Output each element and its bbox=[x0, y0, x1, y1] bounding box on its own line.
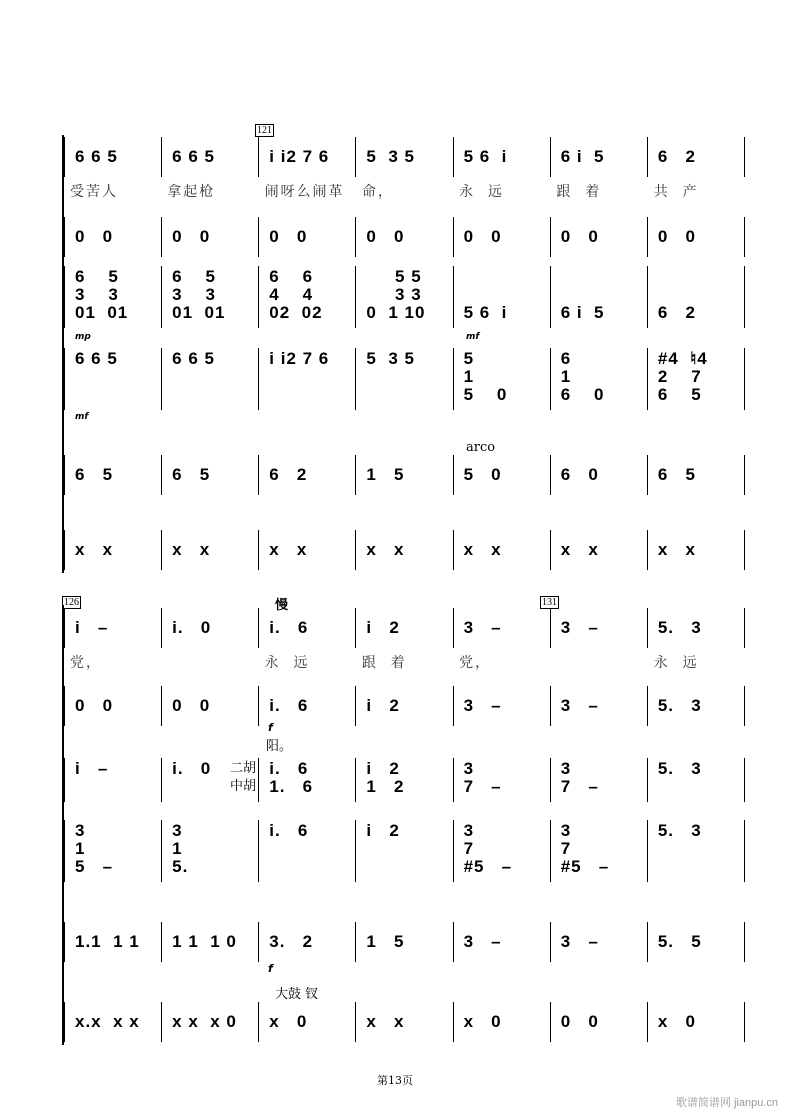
measure bbox=[161, 608, 258, 648]
measure-notes: 跟 着 bbox=[556, 184, 602, 200]
measure bbox=[356, 172, 453, 212]
measure-notes: 6 1 6 0 bbox=[560, 349, 605, 404]
measure-notes: 0 0 bbox=[75, 696, 114, 715]
measure bbox=[258, 455, 355, 495]
measure bbox=[648, 643, 745, 683]
measure bbox=[550, 266, 647, 328]
measure-notes: 3 – bbox=[463, 932, 502, 951]
measure bbox=[355, 217, 452, 257]
measure bbox=[258, 820, 355, 882]
measure-notes: 永 远 bbox=[653, 655, 699, 671]
measure-notes: 5. 3 bbox=[657, 821, 702, 840]
part-row bbox=[64, 758, 745, 802]
measure-notes: 党， bbox=[70, 655, 102, 671]
measure-notes: 0 0 bbox=[75, 227, 114, 246]
measure bbox=[550, 608, 647, 648]
measure bbox=[647, 1002, 745, 1042]
measure bbox=[647, 686, 745, 726]
measure bbox=[647, 266, 745, 328]
measure bbox=[355, 1002, 452, 1042]
measure bbox=[453, 758, 550, 802]
measure bbox=[258, 608, 355, 648]
measure-notes: 6 5 3 3 01 01 bbox=[172, 267, 226, 322]
measure bbox=[355, 266, 452, 328]
measure bbox=[356, 643, 453, 683]
measure-notes: x x bbox=[560, 540, 599, 559]
measure bbox=[258, 266, 355, 328]
measure bbox=[355, 758, 452, 802]
dynamic-f: f bbox=[268, 962, 273, 975]
measure-notes: i 2 1 2 bbox=[366, 759, 405, 796]
measure-notes: x 0 bbox=[657, 1012, 696, 1031]
measure-number: 131 bbox=[542, 597, 557, 608]
part-row bbox=[64, 820, 745, 882]
measure-notes: 5. 3 bbox=[657, 696, 702, 715]
measure bbox=[258, 137, 355, 177]
measure bbox=[453, 686, 550, 726]
measure-notes: 5 3 5 bbox=[366, 147, 415, 166]
measure-notes: i. 6 bbox=[269, 696, 309, 715]
part-row bbox=[64, 530, 745, 570]
measure bbox=[259, 172, 356, 212]
measure bbox=[258, 922, 355, 962]
measure-notes: 永 远 bbox=[459, 184, 505, 200]
measure-notes: 6 6 5 bbox=[172, 147, 215, 166]
measure-notes: i i2 7 6 bbox=[269, 349, 330, 368]
measure bbox=[453, 1002, 550, 1042]
measure-notes: 3 1 5 – bbox=[75, 821, 114, 876]
measure-notes: 5. 5 bbox=[657, 932, 702, 951]
part-row bbox=[64, 455, 745, 495]
measure bbox=[161, 348, 258, 410]
measure bbox=[259, 643, 356, 683]
measure bbox=[550, 1002, 647, 1042]
measure bbox=[64, 1002, 161, 1042]
measure-notes: 1 5 bbox=[366, 932, 405, 951]
measure bbox=[453, 820, 550, 882]
measure-notes: 3 – bbox=[560, 932, 599, 951]
measure bbox=[64, 455, 161, 495]
measure bbox=[161, 172, 258, 212]
measure-number: 121 bbox=[257, 125, 272, 136]
measure-notes: 闹呀么闹革 bbox=[264, 184, 345, 200]
measure-notes: 6 5 bbox=[657, 465, 696, 484]
measure-notes: i – bbox=[75, 759, 109, 778]
dynamic-mf: mf bbox=[466, 332, 480, 342]
measure-notes: 3 – bbox=[560, 618, 599, 637]
measure bbox=[453, 530, 550, 570]
measure bbox=[161, 820, 258, 882]
measure-notes: i. 6 bbox=[269, 618, 309, 637]
measure-notes: 6 5 bbox=[75, 465, 114, 484]
measure bbox=[64, 758, 161, 802]
measure-notes: 0 0 bbox=[172, 696, 211, 715]
measure bbox=[161, 1002, 258, 1042]
measure bbox=[161, 530, 258, 570]
watermark: 歌谱简谱网 jianpu.cn bbox=[675, 1097, 778, 1109]
measure bbox=[647, 137, 745, 177]
measure bbox=[550, 217, 647, 257]
part-row bbox=[64, 217, 745, 257]
measure bbox=[647, 348, 745, 410]
measure-notes: i. 0 bbox=[172, 759, 212, 778]
measure-notes: 跟 着 bbox=[361, 655, 407, 671]
measure bbox=[161, 455, 258, 495]
measure bbox=[64, 266, 161, 328]
lyrics-row bbox=[64, 643, 745, 683]
measure-notes: 3. 2 bbox=[269, 932, 314, 951]
measure bbox=[453, 266, 550, 328]
measure-notes: 6 2 bbox=[657, 303, 696, 322]
measure-notes: 0 0 bbox=[269, 227, 308, 246]
measure-notes: 3 1 5. bbox=[172, 821, 189, 876]
measure-notes: 5 0 bbox=[463, 465, 502, 484]
measure bbox=[161, 922, 258, 962]
measure-notes: 6 6 4 4 02 02 bbox=[269, 267, 323, 322]
melody-row bbox=[64, 608, 745, 648]
measure bbox=[258, 530, 355, 570]
measure bbox=[64, 686, 161, 726]
dynamic-f: f bbox=[268, 721, 273, 734]
measure-notes: i. 0 bbox=[172, 618, 212, 637]
measure-notes: 3 – bbox=[463, 618, 502, 637]
measure-notes: 党， bbox=[459, 655, 492, 671]
measure bbox=[647, 608, 745, 648]
measure bbox=[161, 686, 258, 726]
measure bbox=[355, 455, 452, 495]
measure-notes: 0 0 bbox=[172, 227, 211, 246]
measure-notes: 5. 3 bbox=[657, 759, 702, 778]
part-row bbox=[64, 922, 745, 962]
measure-notes: 5. 3 bbox=[657, 618, 702, 637]
measure bbox=[550, 137, 647, 177]
measure-notes: x 0 bbox=[463, 1012, 502, 1031]
measure-notes: 0 0 bbox=[366, 227, 405, 246]
measure bbox=[64, 172, 161, 212]
measure bbox=[161, 137, 258, 177]
measure bbox=[64, 137, 161, 177]
measure bbox=[647, 455, 745, 495]
measure bbox=[647, 922, 745, 962]
measure bbox=[550, 530, 647, 570]
measure bbox=[647, 820, 745, 882]
measure-notes: 3 7 – bbox=[463, 759, 502, 796]
measure-notes: 6 5 3 3 01 01 bbox=[75, 267, 129, 322]
measure bbox=[355, 348, 452, 410]
measure bbox=[64, 217, 161, 257]
part-row bbox=[64, 686, 745, 726]
measure-notes: 1 1 1 0 bbox=[172, 932, 237, 951]
measure bbox=[161, 217, 258, 257]
measure-notes: 3 7 #5 – bbox=[560, 821, 610, 876]
measure bbox=[64, 922, 161, 962]
measure bbox=[161, 266, 258, 328]
arco-marking: arco bbox=[466, 440, 496, 455]
measure-notes: x x x 0 bbox=[172, 1012, 237, 1031]
measure-notes: 0 0 bbox=[560, 1012, 599, 1031]
measure-notes: i 2 bbox=[366, 618, 400, 637]
measure-notes: 5 3 5 bbox=[366, 349, 415, 368]
measure bbox=[453, 137, 550, 177]
measure bbox=[550, 643, 647, 683]
measure-number: 126 bbox=[64, 597, 79, 608]
measure-notes: 6 2 bbox=[657, 147, 696, 166]
measure bbox=[64, 820, 161, 882]
measure bbox=[64, 608, 161, 648]
measure bbox=[453, 455, 550, 495]
measure-notes: i – bbox=[75, 618, 109, 637]
measure-notes: 6 0 bbox=[560, 465, 599, 484]
measure bbox=[258, 217, 355, 257]
measure-notes: 受苦人 bbox=[70, 184, 118, 200]
measure-notes: x 0 bbox=[269, 1012, 308, 1031]
tempo-marking: 慢 bbox=[275, 598, 289, 613]
measure bbox=[355, 608, 452, 648]
measure bbox=[258, 348, 355, 410]
measure-notes: 6 6 5 bbox=[75, 147, 118, 166]
lyrics-row bbox=[64, 172, 745, 212]
measure-notes: 3 7 – bbox=[560, 759, 599, 796]
measure bbox=[355, 922, 452, 962]
measure-notes: x x bbox=[366, 1012, 405, 1031]
melody-row bbox=[64, 137, 745, 177]
measure-notes: 6 i 5 bbox=[560, 303, 605, 322]
measure-notes: x x bbox=[75, 540, 114, 559]
measure bbox=[453, 172, 550, 212]
measure-notes: 6 2 bbox=[269, 465, 308, 484]
measure bbox=[453, 348, 550, 410]
measure-notes: 6 5 bbox=[172, 465, 211, 484]
page-number: 第13页 bbox=[377, 1074, 413, 1087]
measure-notes: 5 6 i bbox=[463, 147, 508, 166]
zhonghu-label: 中胡 bbox=[230, 779, 257, 794]
measure bbox=[550, 820, 647, 882]
measure-notes: #4 ♮4 2 7 6 5 bbox=[657, 349, 708, 404]
measure-notes: x x bbox=[366, 540, 405, 559]
part-row bbox=[64, 1002, 745, 1042]
measure bbox=[648, 172, 745, 212]
measure-notes: 1 5 bbox=[366, 465, 405, 484]
measure bbox=[355, 820, 452, 882]
measure bbox=[550, 348, 647, 410]
measure bbox=[453, 608, 550, 648]
measure-notes: x.x x x bbox=[75, 1012, 140, 1031]
measure-notes: 6 6 5 bbox=[75, 349, 118, 368]
measure bbox=[64, 348, 161, 410]
measure-notes: 1.1 1 1 bbox=[75, 932, 140, 951]
measure bbox=[647, 530, 745, 570]
measure-notes: 5 1 5 0 bbox=[463, 349, 508, 404]
measure bbox=[258, 686, 355, 726]
measure-notes: 5 5 3 3 0 1 10 bbox=[366, 267, 426, 322]
measure-notes: 6 i 5 bbox=[560, 147, 605, 166]
measure bbox=[355, 137, 452, 177]
measure-notes: 拿起枪 bbox=[167, 184, 216, 200]
measure bbox=[647, 758, 745, 802]
measure-notes: i. 6 1. 6 bbox=[269, 759, 314, 796]
measure bbox=[550, 758, 647, 802]
measure bbox=[550, 172, 647, 212]
measure-notes: 3 7 #5 – bbox=[463, 821, 513, 876]
measure-notes: x x bbox=[463, 540, 502, 559]
part-row bbox=[64, 348, 745, 410]
measure bbox=[258, 758, 355, 802]
measure bbox=[550, 686, 647, 726]
measure-notes: 0 0 bbox=[560, 227, 599, 246]
measure-notes: 3 – bbox=[463, 696, 502, 715]
measure-notes: 0 0 bbox=[463, 227, 502, 246]
measure bbox=[64, 530, 161, 570]
measure-notes: i. 6 bbox=[269, 821, 309, 840]
measure-notes: 永 远 bbox=[264, 655, 310, 671]
lyric-yang: 阳。 bbox=[266, 739, 293, 754]
measure bbox=[550, 455, 647, 495]
measure-notes: i i2 7 6 bbox=[269, 147, 330, 166]
erhu-label: 二胡 bbox=[230, 761, 257, 776]
measure-notes: x x bbox=[172, 540, 211, 559]
measure-notes: i 2 bbox=[366, 821, 400, 840]
measure-notes: x x bbox=[269, 540, 308, 559]
measure-notes: 命， bbox=[361, 184, 394, 200]
drum-label: 大鼓 钗 bbox=[275, 987, 319, 1002]
measure-notes: 3 – bbox=[560, 696, 599, 715]
measure bbox=[355, 686, 452, 726]
measure-notes: 共 产 bbox=[653, 184, 699, 200]
measure bbox=[258, 1002, 355, 1042]
part-row bbox=[64, 266, 745, 328]
measure bbox=[647, 217, 745, 257]
measure-notes: i 2 bbox=[366, 696, 400, 715]
measure bbox=[161, 643, 258, 683]
measure bbox=[550, 922, 647, 962]
dynamic-mp: mp bbox=[75, 332, 91, 342]
measure bbox=[453, 217, 550, 257]
dynamic-mf: mf bbox=[75, 412, 89, 422]
measure-notes: 0 0 bbox=[657, 227, 696, 246]
measure bbox=[453, 643, 550, 683]
measure-notes: 5 6 i bbox=[463, 303, 508, 322]
measure-notes: 6 6 5 bbox=[172, 349, 215, 368]
measure bbox=[453, 922, 550, 962]
measure bbox=[64, 643, 161, 683]
measure bbox=[355, 530, 452, 570]
measure-notes: x x bbox=[657, 540, 696, 559]
